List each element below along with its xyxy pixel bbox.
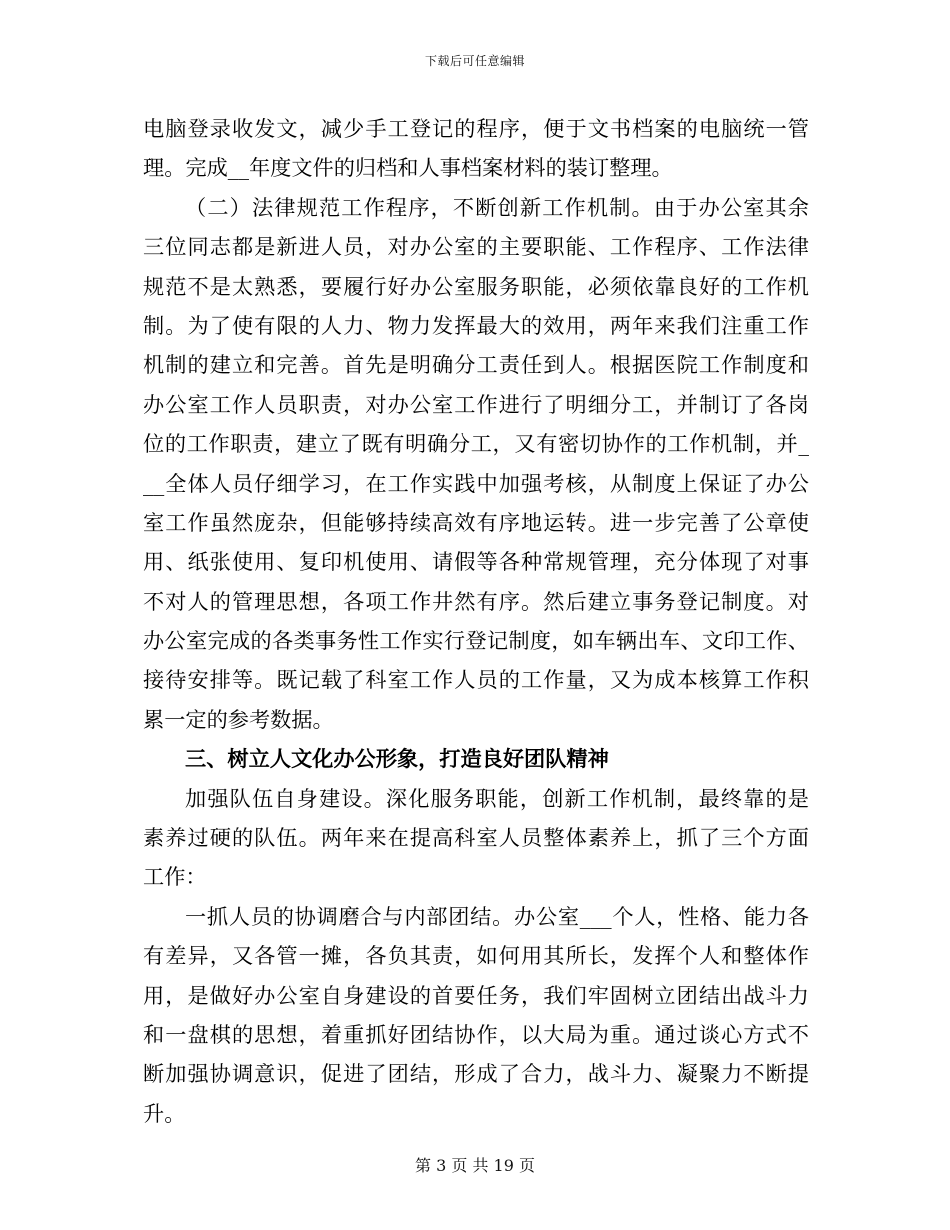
body-line-text: 用、纸张使用、复印机使用、请假等各种常规管理，充分体现了对事	[143, 549, 809, 575]
body-line	[143, 1054, 809, 1093]
body-line-text: 一抓人员的协调磨合与内部团结。办公室___个人，性格、能力各	[185, 903, 809, 929]
document-body	[143, 109, 809, 1133]
body-line-text: 电脑登录收发文，减少手工登记的程序，便于文书档案的电脑统一管	[143, 116, 809, 141]
body-line	[143, 542, 809, 581]
body-line	[143, 936, 809, 975]
body-line	[143, 779, 809, 818]
body-line	[143, 385, 809, 424]
body-line-text: 理。完成__年度文件的归档和人事档案材料的装订整理。	[143, 155, 673, 181]
body-line-text: 规范不是太熟悉，要履行好办公室服务职能，必须依靠良好的工作机	[143, 273, 809, 299]
page-header: 下载后可任意编辑	[424, 54, 525, 68]
body-line	[143, 424, 809, 463]
body-line-text: 办公室完成的各类事务性工作实行登记制度，如车辆出车、文印工作、	[143, 628, 809, 654]
body-line	[143, 660, 809, 699]
body-line	[143, 267, 809, 306]
body-line-text: 加强队伍自身建设。深化服务职能，创新工作机制，最终靠的是	[185, 785, 809, 811]
body-line-text: 机制的建立和完善。首先是明确分工责任到人。根据医院工作制度和	[143, 352, 809, 378]
body-line	[143, 857, 809, 896]
page-footer: 第 3 页 共 19 页	[415, 1156, 535, 1175]
body-line-text: 三位同志都是新进人员，对办公室的主要职能、工作程序、工作法律	[143, 234, 809, 260]
body-line-text: 有差异，又各管一摊，各负其责，如何用其所长，发挥个人和整体作	[143, 943, 809, 969]
body-line-text: 制。为了使有限的人力、物力发挥最大的效用，两年来我们注重工作	[143, 312, 809, 338]
body-line	[143, 976, 809, 1015]
body-line-text: 办公室工作人员职责，对办公室工作进行了明细分工，并制订了各岗	[143, 391, 809, 417]
body-line-text: 素养过硬的队伍。两年来在提高科室人员整体素养上，抓了三个方面	[143, 825, 809, 851]
body-line-text: 位的工作职责，建立了既有明确分工，又有密切协作的工作机制，并_	[143, 431, 809, 457]
body-line-text: （二）法律规范工作程序，不断创新工作机制。由于办公室其余	[185, 194, 809, 220]
body-line	[143, 1015, 809, 1054]
body-line-text: 工作：	[143, 864, 207, 890]
body-line-text: 接待安排等。既记载了科室工作人员的工作量，又为成本核算工作积	[143, 667, 809, 693]
body-line-text: 断加强协调意识，促进了团结，形成了合力，战斗力、凝聚力不断提	[143, 1061, 809, 1087]
section-heading-text: 三、树立人文化办公形象，打造良好团队精神	[185, 746, 609, 772]
body-line	[143, 897, 809, 936]
body-line	[143, 700, 809, 739]
body-line-text: 不对人的管理思想，各项工作井然有序。然后建立事务登记制度。对	[143, 588, 809, 614]
body-line-text: 用，是做好办公室自身建设的首要任务，我们牢固树立团结出战斗力	[143, 982, 809, 1008]
body-line	[143, 306, 809, 345]
body-line	[143, 227, 809, 266]
body-line	[143, 1094, 809, 1133]
body-line-text: 和一盘棋的思想，着重抓好团结协作，以大局为重。通过谈心方式不	[143, 1021, 809, 1047]
body-line	[143, 188, 809, 227]
body-line-text: 升。	[143, 1100, 186, 1126]
body-line	[143, 582, 809, 621]
body-line-text: __全体人员仔细学习，在工作实践中加强考核，从制度上保证了办公	[143, 470, 809, 496]
body-line	[143, 464, 809, 503]
body-line-text: 累一定的参考数据。	[143, 706, 334, 732]
body-line	[143, 503, 809, 542]
body-line	[143, 345, 809, 384]
body-line	[143, 148, 809, 187]
body-line	[143, 109, 809, 148]
body-line	[143, 621, 809, 660]
section-heading	[143, 739, 809, 778]
body-line-text: 室工作虽然庞杂，但能够持续高效有序地运转。进一步完善了公章使	[143, 509, 809, 535]
body-line	[143, 818, 809, 857]
